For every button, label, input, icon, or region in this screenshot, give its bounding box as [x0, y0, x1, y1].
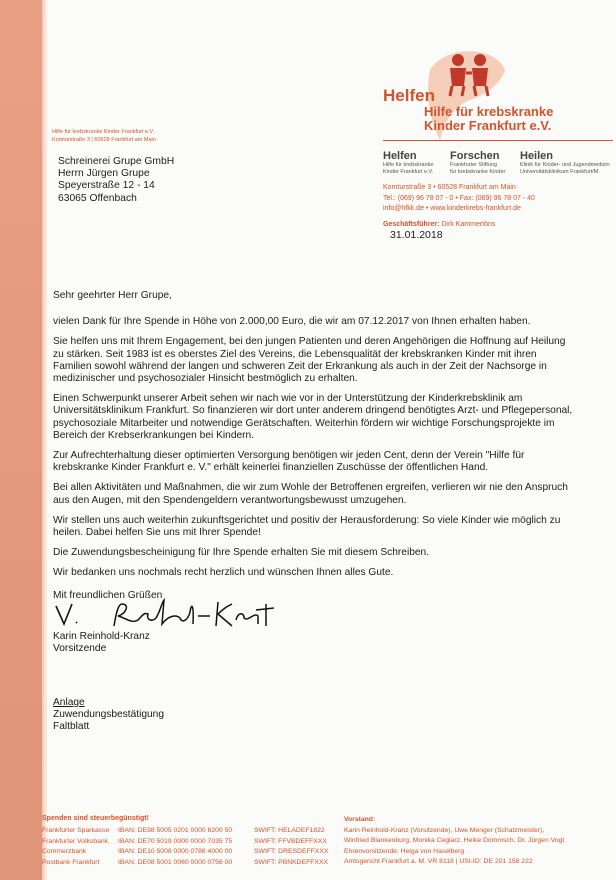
bank-row [42, 837, 328, 848]
sender-org: Hilfe für krebskranke Kinder Frankfurt e.V. [52, 129, 155, 135]
enclosure-item: Zuwendungsbestätigung [53, 708, 165, 720]
contact-address: Komturstraße 3 • 60528 Frankfurt am Main [383, 184, 516, 191]
bank-iban: IBAN: DE98 5005 0201 0000 6200 50 [118, 827, 233, 834]
paragraph: Wir stellen uns auch weiterhin zukunftsgerichtet und positiv der Herausforderung: So viele Kinder wie möglich zu heilen. Dabei helfen Sie uns mit Ihrer Spende! [53, 514, 561, 539]
bank-iban: IBAN: DE10 5008 0000 0786 4000 00 [118, 848, 233, 856]
bank-iban: IBAN: DE08 5001 0060 0000 0756 00 [118, 858, 233, 866]
left-color-stripe [0, 0, 42, 880]
closing: Mit freundlichen Grüßen [53, 589, 163, 601]
bank-name: Frankfurter Volksbank [42, 837, 109, 845]
column-sub: Universitätsklinikum Frankfurt/M. [520, 168, 600, 175]
enclosures [53, 697, 164, 732]
board-line: Amtsgericht Frankfurt a. M. VR 8118 | USt-ID: DE 201 158 222 [344, 858, 533, 866]
handwritten-signature-icon [52, 598, 292, 630]
bank-name: Commerzbank [42, 848, 87, 856]
paragraph: Zur Aufrechterhaltung dieser optimierten Versorgung benötigen wir jeden Cent, denn der Verein "Hilfe für krebskranke Kinder Frankfurt e. V." erhält keinerlei finanziellen Zuschüsse der öffentlichen Hand. [53, 450, 525, 474]
contact-phone: Tel.: (069) 96 78 07 - 0 • Fax: (069) 96 78 07 - 40 [383, 194, 535, 202]
banks-title: Spenden sind steuerbegünstigt! [42, 815, 149, 822]
paragraph: vielen Dank für Ihre Spende in Höhe von 2.000,00 Euro, die wir am 07.12.2017 von Ihnen erhalten haben. [53, 316, 531, 328]
column-sub: Kinder Frankfurt e.V. [383, 168, 434, 175]
board-line: Winfried Blankenburg, Monika Ceglarz, Heike Dommsch, Dr. Jürgen Vogt [344, 837, 565, 845]
column-helfen [383, 150, 433, 175]
salutation: Sehr geehrter Herr Grupe, [53, 290, 172, 301]
brand-line-2: Kinder Frankfurt e.V. [424, 118, 552, 133]
letter-body [53, 290, 573, 610]
bank-name: Frankfurter Sparkasse [42, 827, 110, 834]
enclosure-item: Faltblatt [53, 720, 90, 732]
brand-name [424, 105, 553, 133]
column-title: Forschen [450, 150, 500, 162]
bank-row [42, 826, 328, 837]
paragraph: Einen Schwerpunkt unserer Arbeit sehen wir nach wie vor in der Unterstützung der Kinderkrebsklinik am Universitätsklinikum Frankfurt. So finanzieren wir dort unter anderem dringend benötigtes Arzt- und Pflegepersonal, psychosoziale Mitarbeiter und notwendige Gerätschaften. Weiterhin fördern wir wichtige Forschungsprojekte im Bereich der Krebserkrankungen bei Kindern. [53, 393, 573, 441]
bank-swift: SWIFT: FFVBDEFFXXX [254, 837, 327, 845]
recipient-line: Herrn Jürgen Grupe [58, 168, 150, 180]
column-title: Heilen [520, 150, 554, 162]
bank-row [42, 847, 328, 858]
brand-line-1: Hilfe für krebskranke [424, 104, 554, 119]
brand-divider [383, 140, 613, 141]
brand-helfen: Helfen [383, 86, 435, 105]
column-heilen [520, 150, 610, 175]
paragraph: Bei allen Aktivitäten und Maßnahmen, die wir zum Wohle der Betroffenen ergreifen, verlieren wir nie den Anspruch aus den Augen, mit den Spendengeldern verantwortungsbewusst umzugehen. [53, 482, 568, 506]
board-line: Karin Reinhold-Kranz (Vorsitzende), Uwe Menger (Schatzmeister), [344, 826, 545, 834]
column-sub: Klinik für Kinder- und Jugendmedizin [520, 162, 610, 168]
column-sub: Frankfurter Stiftung [450, 162, 498, 168]
contact-web[interactable]: info@hfkk.de • www.kinderkrebs-frankfurt.de [383, 205, 521, 212]
column-sub: Hilfe für krebskranke [383, 162, 434, 168]
signer-role: Vorsitzende [53, 642, 107, 654]
bank-swift: SWIFT: DRESDEFFXXX [254, 848, 329, 856]
signer-name: Karin Reinhold-Kranz [53, 631, 150, 642]
paragraph: Wir bedanken uns nochmals recht herzlich und wünschen Ihnen alles Gute. [53, 567, 394, 579]
letter-date: 31.01.2018 [390, 229, 443, 241]
sender-address: Komturstraße 3 | 60528 Frankfurt am Main [52, 137, 156, 143]
bank-row [42, 858, 328, 869]
gf-label: Geschäftsführer: [383, 221, 440, 228]
recipient-line: 63065 Offenbach [58, 192, 137, 204]
column-title: Helfen [383, 150, 417, 162]
paragraph: Die Zuwendungsbescheinigung für Ihre Spende erhalten Sie mit diesem Schreiben. [53, 547, 430, 559]
sender-return-address [52, 128, 156, 144]
recipient-line: Speyerstraße 12 - 14 [58, 180, 155, 192]
column-sub: für krebskranke Kinder [450, 168, 506, 175]
recipient-address [58, 156, 174, 205]
bank-iban: IBAN: DE70 5019 0000 0000 7035 75 [118, 837, 233, 845]
bank-swift: SWIFT: HELADEF1822 [254, 827, 325, 834]
column-forschen [450, 150, 505, 175]
bank-list [42, 826, 328, 868]
gf-name: Dirk Kammertöns [441, 221, 496, 228]
board-title: Vorstand: [344, 816, 376, 823]
managing-director [383, 221, 495, 228]
recipient-line: Schreinerei Grupe GmbH [58, 156, 175, 167]
bank-swift: SWIFT: PBNKDEFFXXX [254, 858, 329, 866]
stripe-fade [42, 0, 48, 880]
board-line: Ehrenvorsitzende: Helga von Haselberg [344, 847, 465, 855]
enclosure-label: Anlage [53, 697, 85, 708]
contact-block [383, 183, 535, 215]
paragraph: Sie helfen uns mit Ihrem Engagement, bei den jungen Patienten und deren Angehörigen die Hoffnung auf Heilung zu stärken. Seit 1983 ist es oberstes Ziel des Vereins, die Lebensqualität der krebskranken Kinder mit ihren Familien sowohl während der langen und schweren Zeit der Erkrankung als auch in der Zeit der Nachsorge in medizinischer und psychosozialer Hinsicht bestmöglich zu erhalten. [53, 336, 566, 385]
board-block [344, 815, 564, 868]
bank-name: Postbank Frankfurt [42, 858, 100, 866]
signer-block [53, 631, 150, 655]
